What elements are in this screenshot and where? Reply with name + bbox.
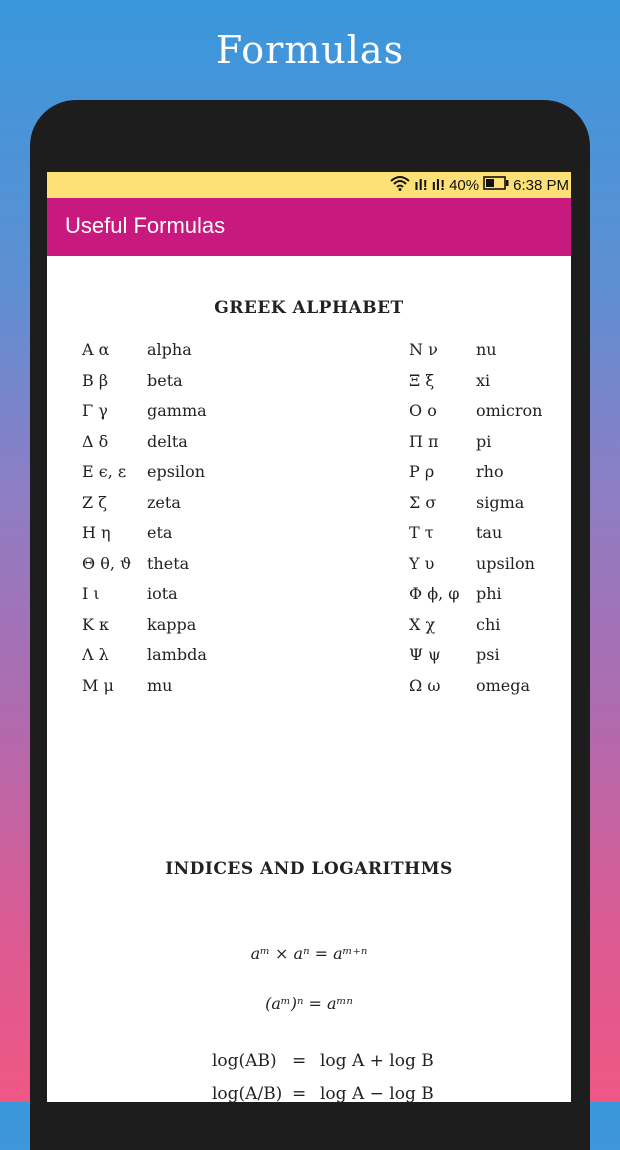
greek-name: gamma	[147, 401, 207, 420]
greek-symbol: M μ	[82, 675, 114, 695]
battery-icon	[483, 176, 509, 194]
greek-name: upsilon	[476, 553, 535, 573]
greek-name: chi	[476, 614, 501, 634]
greek-name: lambda	[147, 645, 207, 664]
greek-symbol: T τ	[409, 523, 434, 542]
greek-name: tau	[476, 523, 503, 542]
greek-name: rho	[476, 462, 504, 481]
greek-symbol: Γ γ	[82, 401, 108, 420]
greek-symbol: O o	[409, 401, 437, 420]
greek-name: nu	[476, 340, 497, 359]
greek-symbol: P ρ	[409, 462, 435, 481]
log-rhs: log A − log B	[320, 1084, 434, 1102]
promo-title: Formulas	[215, 28, 405, 72]
greek-name: alpha	[147, 340, 192, 359]
log-lhs: log(A/B)	[212, 1084, 283, 1102]
section-title-greek: GREEK ALPHABET	[214, 298, 404, 318]
greek-name: xi	[476, 370, 491, 390]
greek-symbol: Θ θ, ϑ	[82, 553, 132, 573]
status-icons	[390, 175, 569, 195]
greek-symbol: Z ζ	[82, 492, 107, 512]
greek-symbol: E ϵ, ε	[82, 462, 127, 481]
greek-name: kappa	[147, 614, 197, 634]
signal-icon-2: ıl!	[431, 176, 446, 194]
greek-name: theta	[147, 553, 190, 573]
greek-symbol: Σ σ	[409, 492, 437, 512]
greek-name: psi	[476, 645, 500, 664]
formula-power-rule: (aᵐ)ⁿ = aᵐⁿ	[265, 994, 353, 1013]
log-lhs: log(AB)	[212, 1051, 277, 1071]
greek-name: delta	[147, 431, 188, 451]
phone-screen	[47, 172, 571, 1102]
greek-symbol: N ν	[409, 340, 438, 359]
greek-symbol: Ω ω	[409, 675, 441, 695]
greek-symbol: I ι	[82, 584, 100, 603]
greek-symbol: Λ λ	[82, 645, 109, 664]
status-bar	[47, 172, 571, 198]
greek-name: omicron	[476, 401, 543, 420]
greek-name: sigma	[476, 492, 525, 512]
section-title-indices: INDICES AND LOGARITHMS	[165, 859, 453, 879]
signal-icon: ıl!	[414, 176, 428, 194]
log-rhs: log A + log B	[320, 1051, 434, 1071]
greek-name: eta	[147, 523, 173, 542]
greek-name: pi	[476, 431, 492, 451]
log-equals: =	[292, 1084, 307, 1102]
greek-symbol: Φ ϕ, φ	[409, 584, 460, 603]
greek-name: zeta	[147, 492, 181, 512]
greek-name: phi	[476, 584, 502, 603]
greek-symbol: B β	[82, 370, 109, 390]
greek-symbol: Ψ ψ	[409, 645, 441, 664]
battery-percent: 40%	[449, 176, 480, 194]
greek-name: mu	[147, 675, 173, 695]
greek-name: beta	[147, 370, 183, 390]
app-bar	[47, 198, 571, 256]
greek-symbol: A α	[82, 340, 110, 359]
app-title: Useful Formulas	[65, 213, 226, 238]
formula-document	[47, 256, 571, 1102]
greek-name: iota	[147, 584, 178, 603]
greek-symbol: H η	[82, 523, 111, 542]
greek-symbol: Π π	[409, 431, 439, 451]
clock: 6:38 PM	[513, 176, 569, 194]
greek-symbol: Υ υ	[409, 553, 435, 573]
formula-product-rule: aᵐ × aⁿ = aᵐ⁺ⁿ	[250, 944, 368, 963]
log-equals: =	[292, 1051, 307, 1071]
greek-symbol: Ξ ξ	[409, 370, 435, 390]
greek-symbol: X χ	[409, 614, 436, 634]
greek-name: epsilon	[147, 462, 206, 481]
greek-name: omega	[476, 675, 531, 695]
greek-symbol: Δ δ	[82, 431, 109, 451]
greek-symbol: K κ	[82, 614, 110, 634]
wifi-icon	[390, 175, 410, 195]
